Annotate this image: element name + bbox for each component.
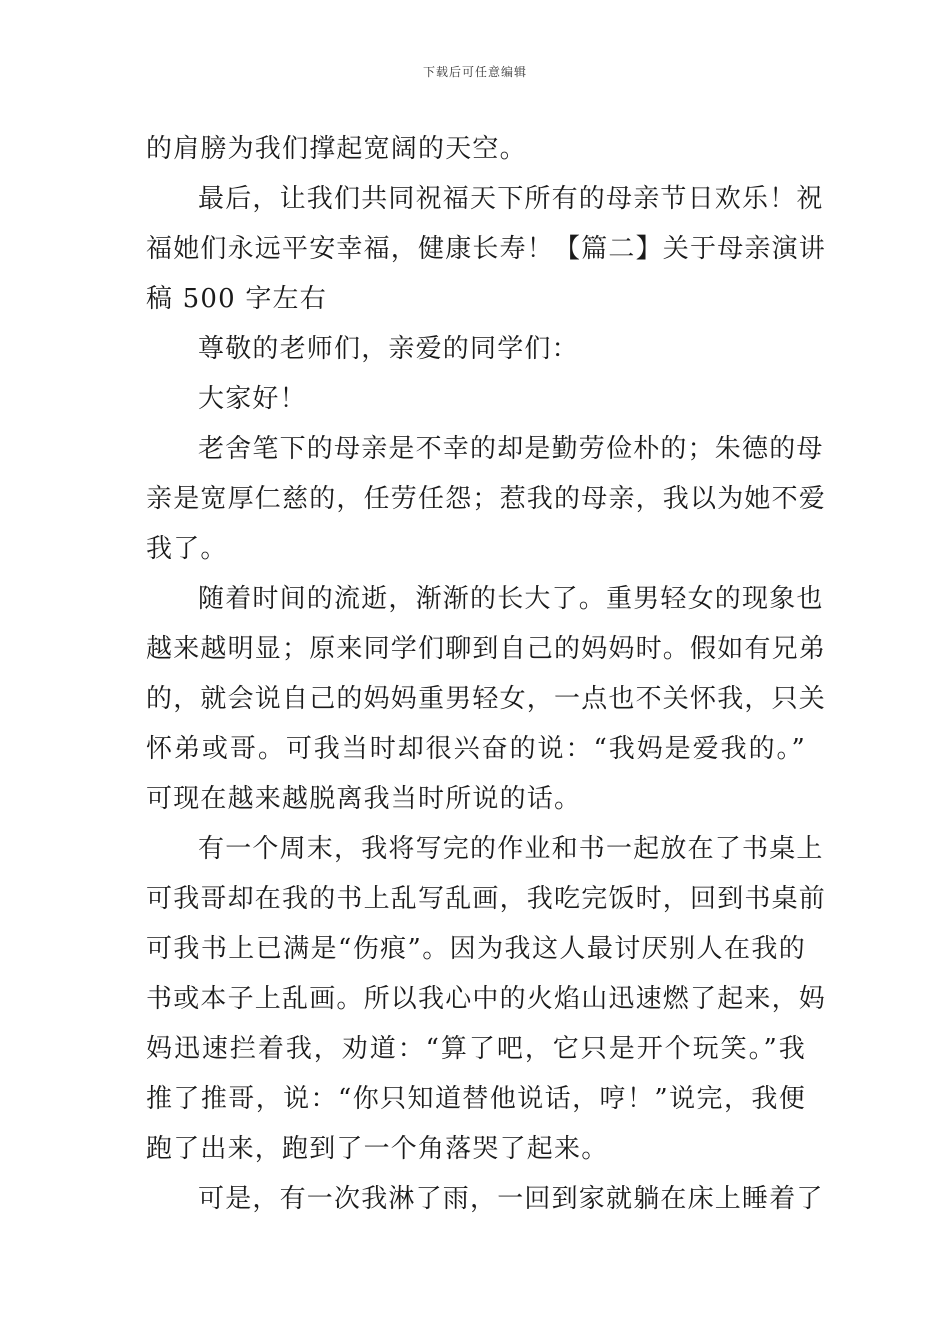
paragraph-first-line: 有一个周末，我将写完的作业和书一起放在了书桌上 bbox=[198, 834, 824, 864]
paragraph-first-line: 随着时间的流逝，渐渐的长大了。重男轻女的现象也 bbox=[198, 584, 824, 614]
paragraph-first-line: 老舍笔下的母亲是不幸的却是勤劳俭朴的；朱德的母 bbox=[198, 434, 824, 464]
text-line: 越来越明显；原来同学们聊到自己的妈妈时。假如有兄弟 bbox=[146, 634, 827, 664]
text-line: 怀弟或哥。可我当时却很兴奋的说：“我妈是爱我的。” bbox=[146, 734, 806, 764]
greeting-line: 大家好！ bbox=[198, 384, 307, 414]
document-body bbox=[146, 124, 827, 1224]
text-line: 跑了出来，跑到了一个角落哭了起来。 bbox=[146, 1134, 609, 1164]
paragraph-first-line: 可是，有一次我淋了雨，一回到家就躺在床上睡着了 bbox=[198, 1184, 824, 1214]
text-line: 的肩膀为我们撑起宽阔的天空。 bbox=[146, 134, 527, 164]
paragraph-first-line: 最后，让我们共同祝福天下所有的母亲节日欢乐！祝 bbox=[198, 184, 824, 214]
text-line: 可现在越来越脱离我当时所说的话。 bbox=[146, 784, 582, 814]
text-line: 亲是宽厚仁慈的，任劳任怨；惹我的母亲，我以为她不爱 bbox=[146, 484, 827, 514]
page-header: 下载后可任意编辑 bbox=[422, 65, 527, 79]
text-line: 可我哥却在我的书上乱写乱画，我吃完饭时，回到书桌前 bbox=[146, 884, 827, 914]
text-line: 福她们永远平安幸福，健康长寿！【篇二】关于母亲演讲 bbox=[146, 234, 827, 264]
text-line: 稿 500 字左右 bbox=[146, 284, 327, 314]
text-line: 妈迅速拦着我，劝道：“算了吧，它只是开个玩笑。”我 bbox=[146, 1034, 806, 1064]
text-line: 推了推哥，说：“你只知道替他说话，哼！”说完，我便 bbox=[146, 1084, 806, 1114]
text-line: 的，就会说自己的妈妈重男轻女，一点也不关怀我，只关 bbox=[146, 684, 827, 714]
salutation-line: 尊敬的老师们，亲爱的同学们： bbox=[198, 334, 579, 364]
text-line: 我了。 bbox=[146, 534, 228, 564]
text-line: 可我书上已满是“伤痕”。因为我这人最讨厌别人在我的 bbox=[146, 934, 806, 964]
text-line: 书或本子上乱画。所以我心中的火焰山迅速燃了起来，妈 bbox=[146, 984, 827, 1014]
